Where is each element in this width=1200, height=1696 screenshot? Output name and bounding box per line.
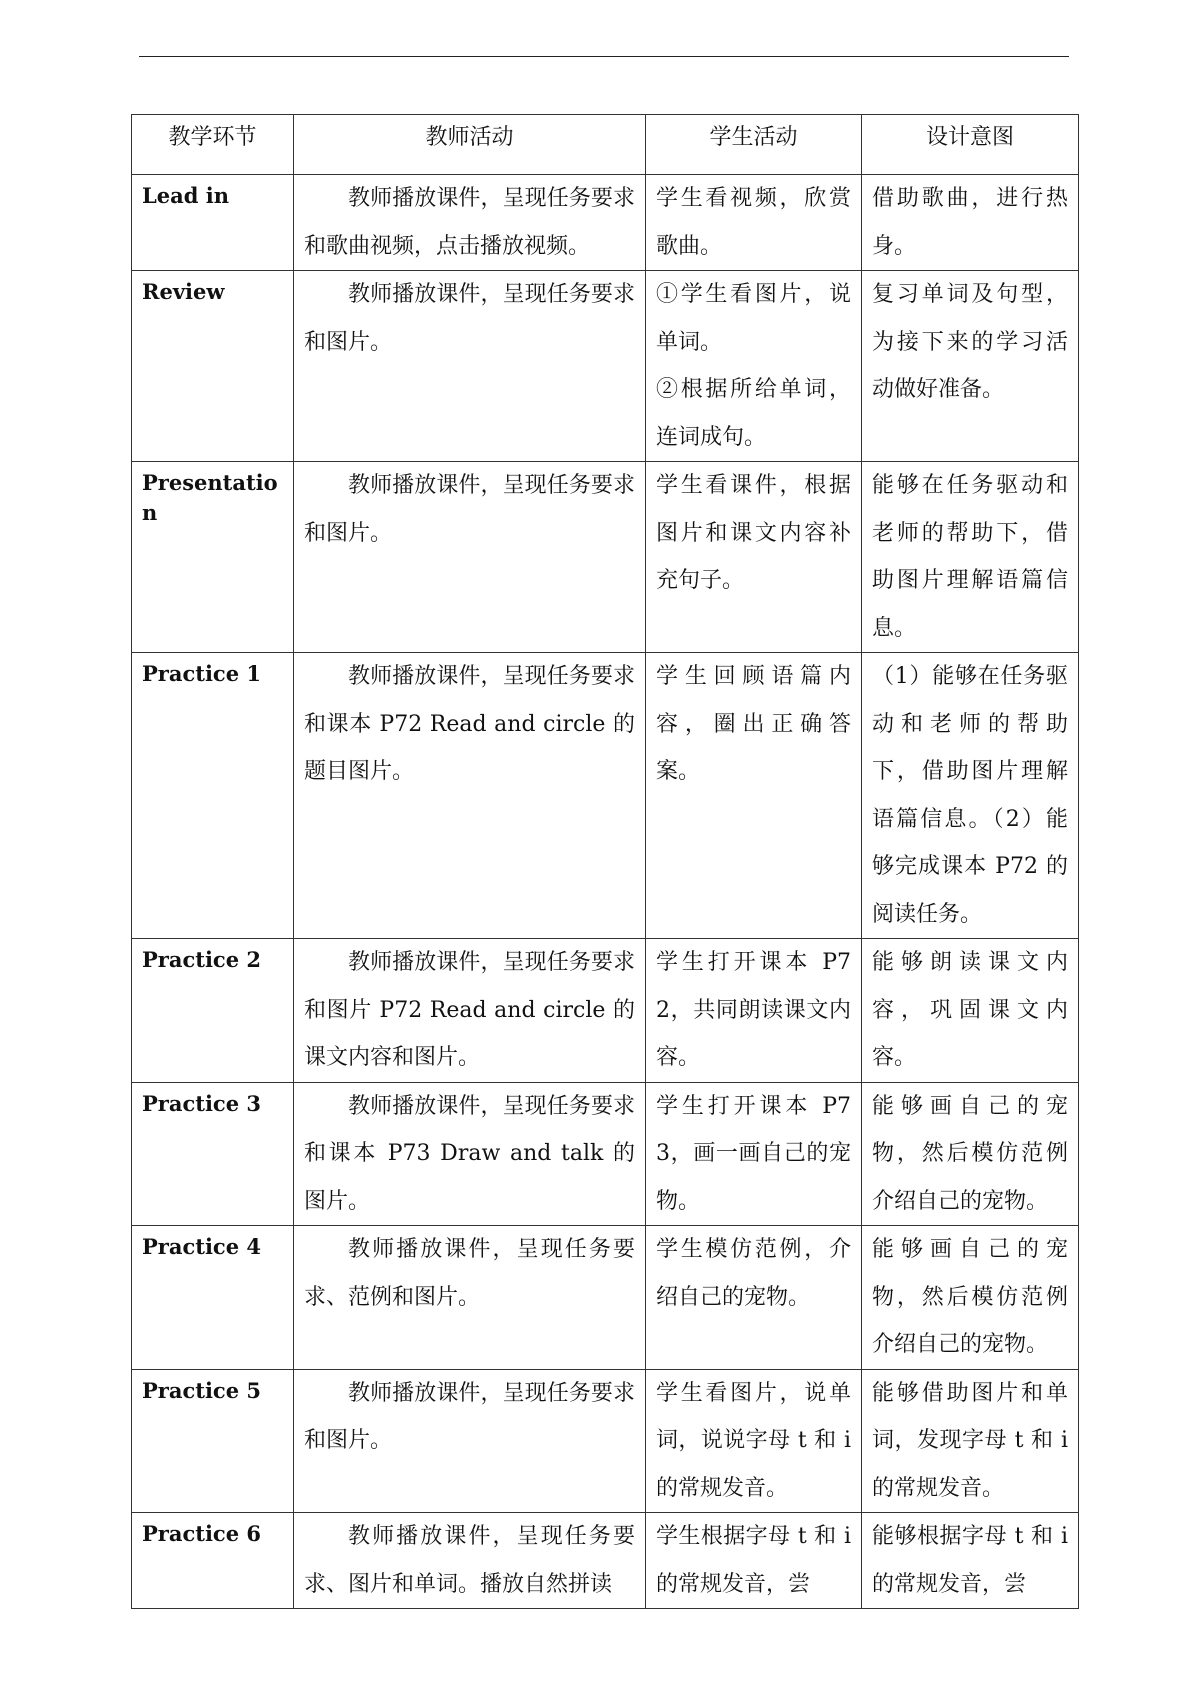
teacher-activity-text: 教师播放课件，呈现任务要求和歌曲视频，点击播放视频。 bbox=[304, 186, 635, 259]
stage-cell: Practice 4 bbox=[132, 1226, 294, 1370]
teacher-activity-text: 教师播放课件，呈现任务要求和课本 P72 Read and circle 的题目图片。 bbox=[304, 664, 635, 784]
student-activity-text: 学生打开课本 P73，画一画自己的宠物。 bbox=[656, 1093, 851, 1214]
teacher-activity-text: 教师播放课件，呈现任务要求和图片。 bbox=[304, 282, 635, 355]
stage-cell: Practice 2 bbox=[132, 939, 294, 1083]
header-stage: 教学环节 bbox=[132, 115, 294, 175]
student-activity-cell bbox=[646, 175, 862, 271]
design-intent-cell bbox=[862, 1513, 1079, 1609]
teacher-activity-cell bbox=[294, 462, 646, 653]
student-activity-cell bbox=[646, 271, 862, 462]
design-intent-text: 能够朗读课文内容，巩固课文内容。 bbox=[872, 950, 1068, 1070]
teacher-activity-cell bbox=[294, 653, 646, 939]
header-teacher-activity: 教师活动 bbox=[294, 115, 646, 175]
design-intent-text: （1）能够在任务驱动和老师的帮助下，借助图片理解语篇信息。（2）能够完成课本 P72 的阅读任务。 bbox=[872, 664, 1068, 927]
design-intent-text: 能够在任务驱动和老师的帮助下，借助图片理解语篇信息。 bbox=[872, 473, 1068, 641]
student-activity-text: 学生根据字母 t 和 i 的常规发音，尝 bbox=[656, 1524, 851, 1597]
teacher-activity-cell bbox=[294, 1082, 646, 1226]
student-activity-cell bbox=[646, 653, 862, 939]
table-header-row bbox=[132, 115, 1079, 175]
stage-cell: Presentation bbox=[132, 462, 294, 653]
student-activity-text: 学生看图片，说单词，说说字母 t 和 i 的常规发音。 bbox=[656, 1380, 851, 1501]
stage-cell: Practice 5 bbox=[132, 1369, 294, 1513]
design-intent-text: 能够画自己的宠物，然后模仿范例介绍自己的宠物。 bbox=[872, 1093, 1068, 1214]
teacher-activity-text: 教师播放课件，呈现任务要求、范例和图片。 bbox=[304, 1237, 635, 1310]
table-row bbox=[132, 653, 1079, 939]
stage-cell: Practice 6 bbox=[132, 1513, 294, 1609]
table-row bbox=[132, 462, 1079, 653]
design-intent-cell bbox=[862, 175, 1079, 271]
teacher-activity-cell bbox=[294, 175, 646, 271]
design-intent-cell bbox=[862, 1082, 1079, 1226]
stage-cell: Practice 3 bbox=[132, 1082, 294, 1226]
table-row bbox=[132, 1513, 1079, 1609]
student-activity-step-2: ②根据所给单词，连词成句。 bbox=[656, 377, 851, 450]
teacher-activity-cell bbox=[294, 1226, 646, 1370]
table-row bbox=[132, 271, 1079, 462]
student-activity-text: 学生回顾语篇内容，圈出正确答案。 bbox=[656, 664, 851, 784]
stage-cell: Review bbox=[132, 271, 294, 462]
student-activity-cell bbox=[646, 1082, 862, 1226]
table-row bbox=[132, 1226, 1079, 1370]
table-row bbox=[132, 1369, 1079, 1513]
header-design-intent: 设计意图 bbox=[862, 115, 1079, 175]
teacher-activity-text: 教师播放课件，呈现任务要求和图片。 bbox=[304, 473, 635, 546]
design-intent-cell bbox=[862, 462, 1079, 653]
stage-cell: Practice 1 bbox=[132, 653, 294, 939]
design-intent-cell bbox=[862, 653, 1079, 939]
teacher-activity-text: 教师播放课件，呈现任务要求和课本 P73 Draw and talk 的图片。 bbox=[304, 1093, 635, 1214]
student-activity-step-1: ①学生看图片，说单词。 bbox=[656, 282, 851, 355]
design-intent-text: 借助歌曲，进行热身。 bbox=[872, 186, 1068, 259]
teacher-activity-cell bbox=[294, 1513, 646, 1609]
table-row bbox=[132, 939, 1079, 1083]
design-intent-text: 复习单词及句型，为接下来的学习活动做好准备。 bbox=[872, 282, 1068, 402]
student-activity-cell bbox=[646, 1369, 862, 1513]
student-activity-text: 学生模仿范例，介绍自己的宠物。 bbox=[656, 1237, 851, 1310]
design-intent-text: 能够借助图片和单词，发现字母 t 和 i 的常规发音。 bbox=[872, 1380, 1068, 1501]
stage-cell: Lead in bbox=[132, 175, 294, 271]
design-intent-text: 能够根据字母 t 和 i 的常规发音，尝 bbox=[872, 1524, 1068, 1597]
student-activity-text: 学生看视频，欣赏歌曲。 bbox=[656, 186, 851, 259]
design-intent-cell bbox=[862, 271, 1079, 462]
teacher-activity-text: 教师播放课件，呈现任务要求、图片和单词。播放自然拼读 bbox=[304, 1524, 635, 1597]
student-activity-cell bbox=[646, 1226, 862, 1370]
header-student-activity: 学生活动 bbox=[646, 115, 862, 175]
teacher-activity-text: 教师播放课件，呈现任务要求和图片 P72 Read and circle 的课文内容和图片。 bbox=[304, 950, 635, 1070]
student-activity-text: 学生看课件，根据图片和课文内容补充句子。 bbox=[656, 473, 851, 593]
lesson-plan-table bbox=[131, 114, 1079, 1609]
student-activity-cell bbox=[646, 939, 862, 1083]
design-intent-cell bbox=[862, 1369, 1079, 1513]
design-intent-text: 能够画自己的宠物，然后模仿范例介绍自己的宠物。 bbox=[872, 1237, 1068, 1357]
student-activity-text: 学生打开课本 P72，共同朗读课文内容。 bbox=[656, 950, 851, 1070]
teacher-activity-text: 教师播放课件，呈现任务要求和图片。 bbox=[304, 1380, 635, 1453]
teacher-activity-cell bbox=[294, 939, 646, 1083]
table-row bbox=[132, 175, 1079, 271]
table-row bbox=[132, 1082, 1079, 1226]
teacher-activity-cell bbox=[294, 1369, 646, 1513]
student-activity-cell bbox=[646, 1513, 862, 1609]
page-header-rule bbox=[139, 56, 1069, 57]
design-intent-cell bbox=[862, 1226, 1079, 1370]
design-intent-cell bbox=[862, 939, 1079, 1083]
teacher-activity-cell bbox=[294, 271, 646, 462]
student-activity-cell bbox=[646, 462, 862, 653]
